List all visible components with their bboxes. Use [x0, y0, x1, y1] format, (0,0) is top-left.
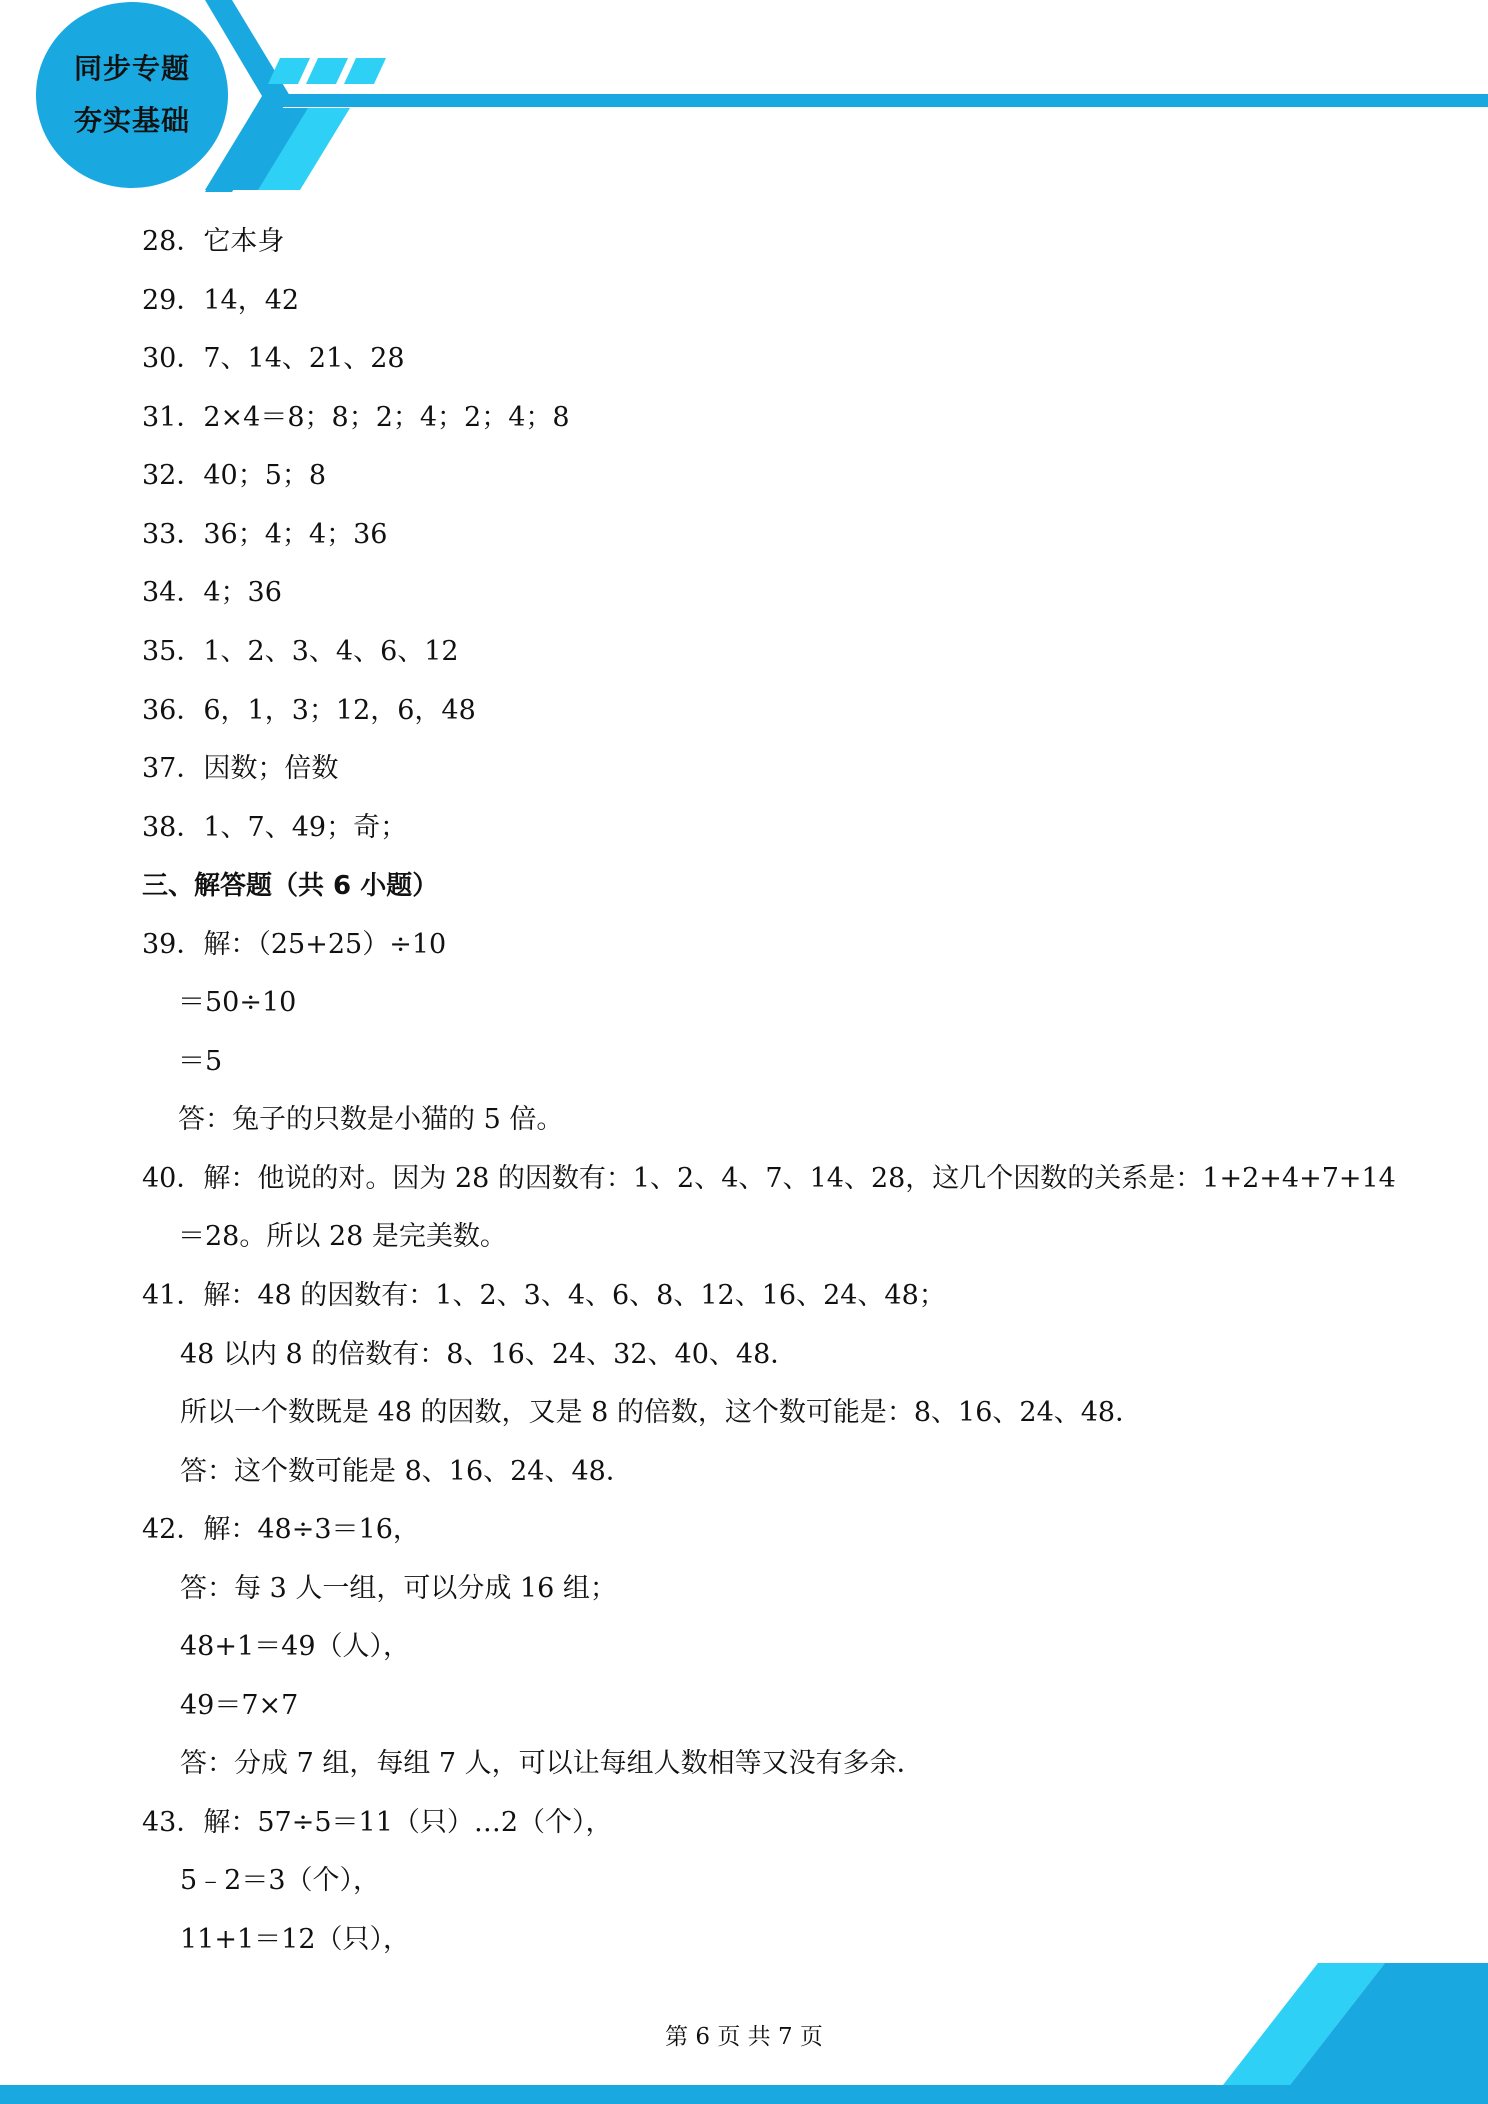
answer-line: 34．4；36 [142, 577, 282, 608]
answer-line: 28．它本身 [142, 226, 285, 257]
answer-line: 33．36；4；4；36 [142, 519, 388, 550]
badge-line-2: 夯实基础 [73, 104, 190, 137]
solution-line: 答：兔子的只数是小猫的 5 倍。 [178, 1104, 564, 1135]
solution-line: 所以一个数既是 48 的因数，又是 8 的倍数，这个数可能是：8、16、24、48． [180, 1397, 1143, 1428]
solution-line: 41．解：48 的因数有：1、2、3、4、6、8、12、16、24、48； [142, 1280, 946, 1311]
solution-line: ＝5 [178, 1046, 223, 1077]
section-heading: 三、解答题（共 6 小题） [142, 871, 439, 901]
solution-line: 48 以内 8 的倍数有：8、16、24、32、40、48． [180, 1339, 798, 1370]
solution-line: 49＝7×7 [180, 1690, 299, 1721]
solution-line: 答：每 3 人一组，可以分成 16 组； [180, 1573, 617, 1604]
solution-line: 43．解：57÷5＝11（只）…2（个）， [142, 1807, 613, 1838]
solution-line: 48+1＝49（人）， [180, 1631, 411, 1662]
answer-line: 35．1、2、3、4、6、12 [142, 636, 459, 667]
solution-line: 5﹣2＝3（个）， [180, 1865, 381, 1896]
answer-line: 32．40；5；8 [142, 460, 327, 491]
answer-line: 31．2×4＝8；8；2；4；2；4；8 [142, 402, 570, 433]
solution-line: ＝28。所以 28 是完美数。 [178, 1221, 507, 1252]
page-number: 第 6 页 共 7 页 [665, 2024, 823, 2050]
answer-line: 37．因数；倍数 [142, 753, 339, 784]
answer-line: 29．14，42 [142, 285, 300, 316]
solution-line: 39．解：（25+25）÷10 [142, 929, 447, 960]
badge-line-1: 同步专题 [73, 52, 190, 85]
solution-line: 答：分成 7 组，每组 7 人，可以让每组人数相等又没有多余． [180, 1748, 924, 1779]
solution-line: 42．解：48÷3＝16， [142, 1514, 420, 1545]
footer-rule [0, 2085, 1488, 2104]
solution-line: 答：这个数可能是 8、16、24、48． [180, 1456, 633, 1487]
answer-line: 38．1、7、49；奇； [142, 812, 408, 843]
solution-line: ＝50÷10 [178, 987, 297, 1018]
answer-line: 36．6，1，3；12，6，48 [142, 695, 476, 726]
solution-line: 40．解：他说的对。因为 28 的因数有：1、2、4、7、14、28，这几个因数的关系是：1+2+4+7+14 [142, 1163, 1396, 1194]
solution-line: 11+1＝12（只）， [180, 1924, 411, 1955]
answer-line: 30．7、14、21、28 [142, 343, 405, 374]
